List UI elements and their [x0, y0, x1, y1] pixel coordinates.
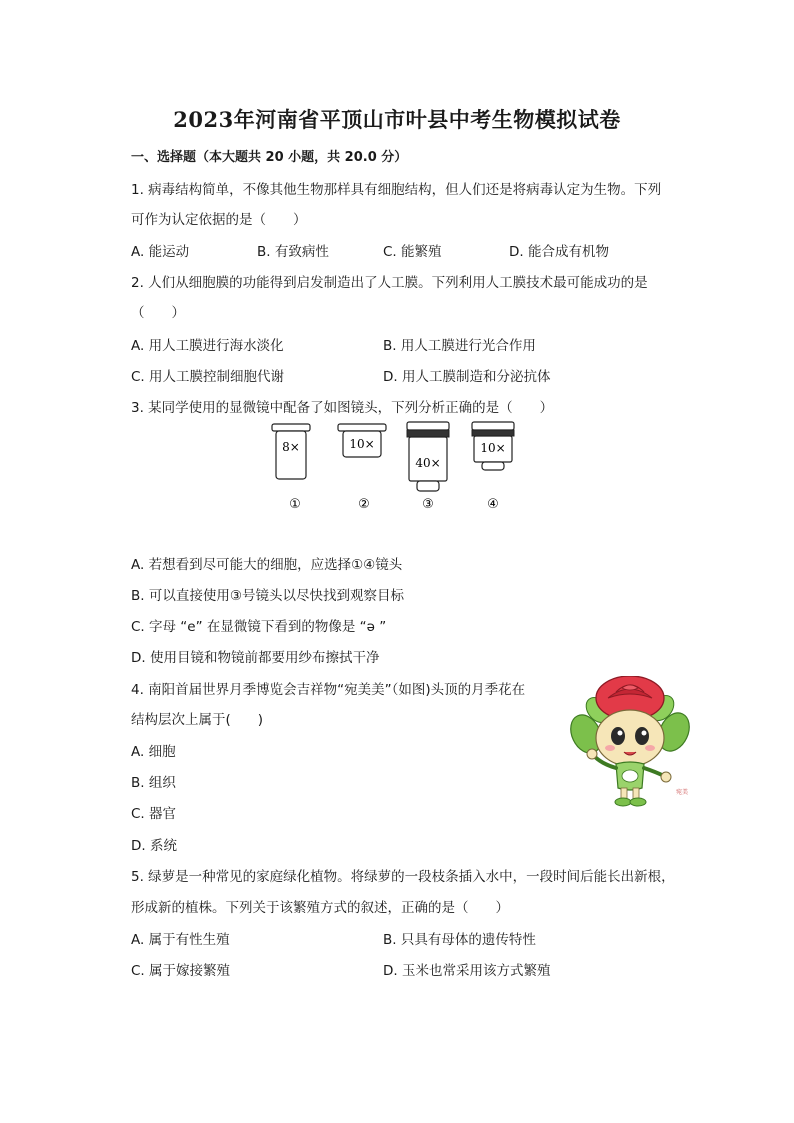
lens-4-label: 10× — [480, 441, 506, 455]
question-2-stem-line-1: 2. 人们从细胞膜的功能得到启发制造出了人工膜。下列利用人工膜技术最可能成功的是 — [131, 275, 648, 291]
question-2-option-b[interactable]: B. 用人工膜进行光合作用 — [383, 338, 536, 354]
question-1-option-c[interactable]: C. 能繁殖 — [383, 244, 442, 260]
question-4-option-b[interactable]: B. 组织 — [131, 775, 176, 791]
question-5-stem-line-2: 形成新的植株。下列关于该繁殖方式的叙述，正确的是（ ） — [131, 900, 509, 916]
question-4-option-d[interactable]: D. 系统 — [131, 838, 177, 854]
question-5-option-b[interactable]: B. 只具有母体的遗传特性 — [383, 932, 536, 948]
question-1-option-d[interactable]: D. 能合成有机物 — [509, 244, 609, 260]
question-2-option-c[interactable]: C. 用人工膜控制细胞代谢 — [131, 369, 285, 385]
lens-1-number: ① — [289, 497, 301, 512]
question-2-stem-line-2: （ ） — [131, 305, 185, 321]
rose-mascot-illustration — [568, 676, 692, 810]
question-3-option-a[interactable]: A. 若想看到尽可能大的细胞，应选择①④镜头 — [131, 557, 403, 573]
question-1-option-a[interactable]: A. 能运动 — [131, 244, 190, 260]
lens-3-label: 40× — [415, 456, 441, 470]
question-1-stem-line-1: 1. 病毒结构简单，不像其他生物那样具有细胞结构，但人们还是将病毒认定为生物。下列 — [131, 182, 662, 198]
mascot-signature: 宛美 — [676, 789, 689, 796]
question-3-option-b[interactable]: B. 可以直接使用③号镜头以尽快找到观察目标 — [131, 588, 404, 604]
question-4-stem-line-2: 结构层次上属于( ) — [131, 712, 264, 728]
question-4-option-a[interactable]: A. 细胞 — [131, 744, 176, 760]
microscope-lens-figure — [260, 418, 520, 518]
question-5-option-d[interactable]: D. 玉米也常采用该方式繁殖 — [383, 963, 551, 979]
question-3-option-c[interactable]: C. 字母 “e” 在显微镜下看到的物像是 “ə ” — [131, 619, 387, 635]
question-4-stem-line-1: 4. 南阳首届世界月季博览会吉祥物“宛美美”（如图)头顶的月季花在 — [131, 682, 526, 698]
section-heading: 一、选择题（本大题共 20 小题，共 20.0 分） — [131, 150, 408, 165]
question-4-option-c[interactable]: C. 器官 — [131, 806, 177, 822]
page-title: 2023年河南省平顶山市叶县中考生物模拟试卷 — [173, 107, 621, 132]
question-2-option-a[interactable]: A. 用人工膜进行海水淡化 — [131, 338, 284, 354]
question-1-stem-line-2: 可作为认定依据的是（ ） — [131, 212, 307, 228]
lens-2-number: ② — [358, 497, 370, 512]
question-5-stem-line-1: 5. 绿萝是一种常见的家庭绿化植物。将绿萝的一段枝条插入水中，一段时间后能长出新根， — [131, 869, 675, 885]
question-2-option-d[interactable]: D. 用人工膜制造和分泌抗体 — [383, 369, 551, 385]
lens-3-number: ③ — [422, 497, 434, 512]
lens-1-label: 8× — [282, 440, 300, 454]
question-1-option-b[interactable]: B. 有致病性 — [257, 244, 329, 260]
question-5-option-a[interactable]: A. 属于有性生殖 — [131, 932, 230, 948]
question-3-option-d[interactable]: D. 使用目镜和物镜前都要用纱布擦拭干净 — [131, 650, 380, 666]
question-3-stem: 3. 某同学使用的显微镜中配备了如图镜头，下列分析正确的是（ ） — [131, 400, 554, 416]
lens-2-label: 10× — [349, 437, 375, 451]
question-5-option-c[interactable]: C. 属于嫁接繁殖 — [131, 963, 231, 979]
lens-4-number: ④ — [487, 497, 499, 512]
